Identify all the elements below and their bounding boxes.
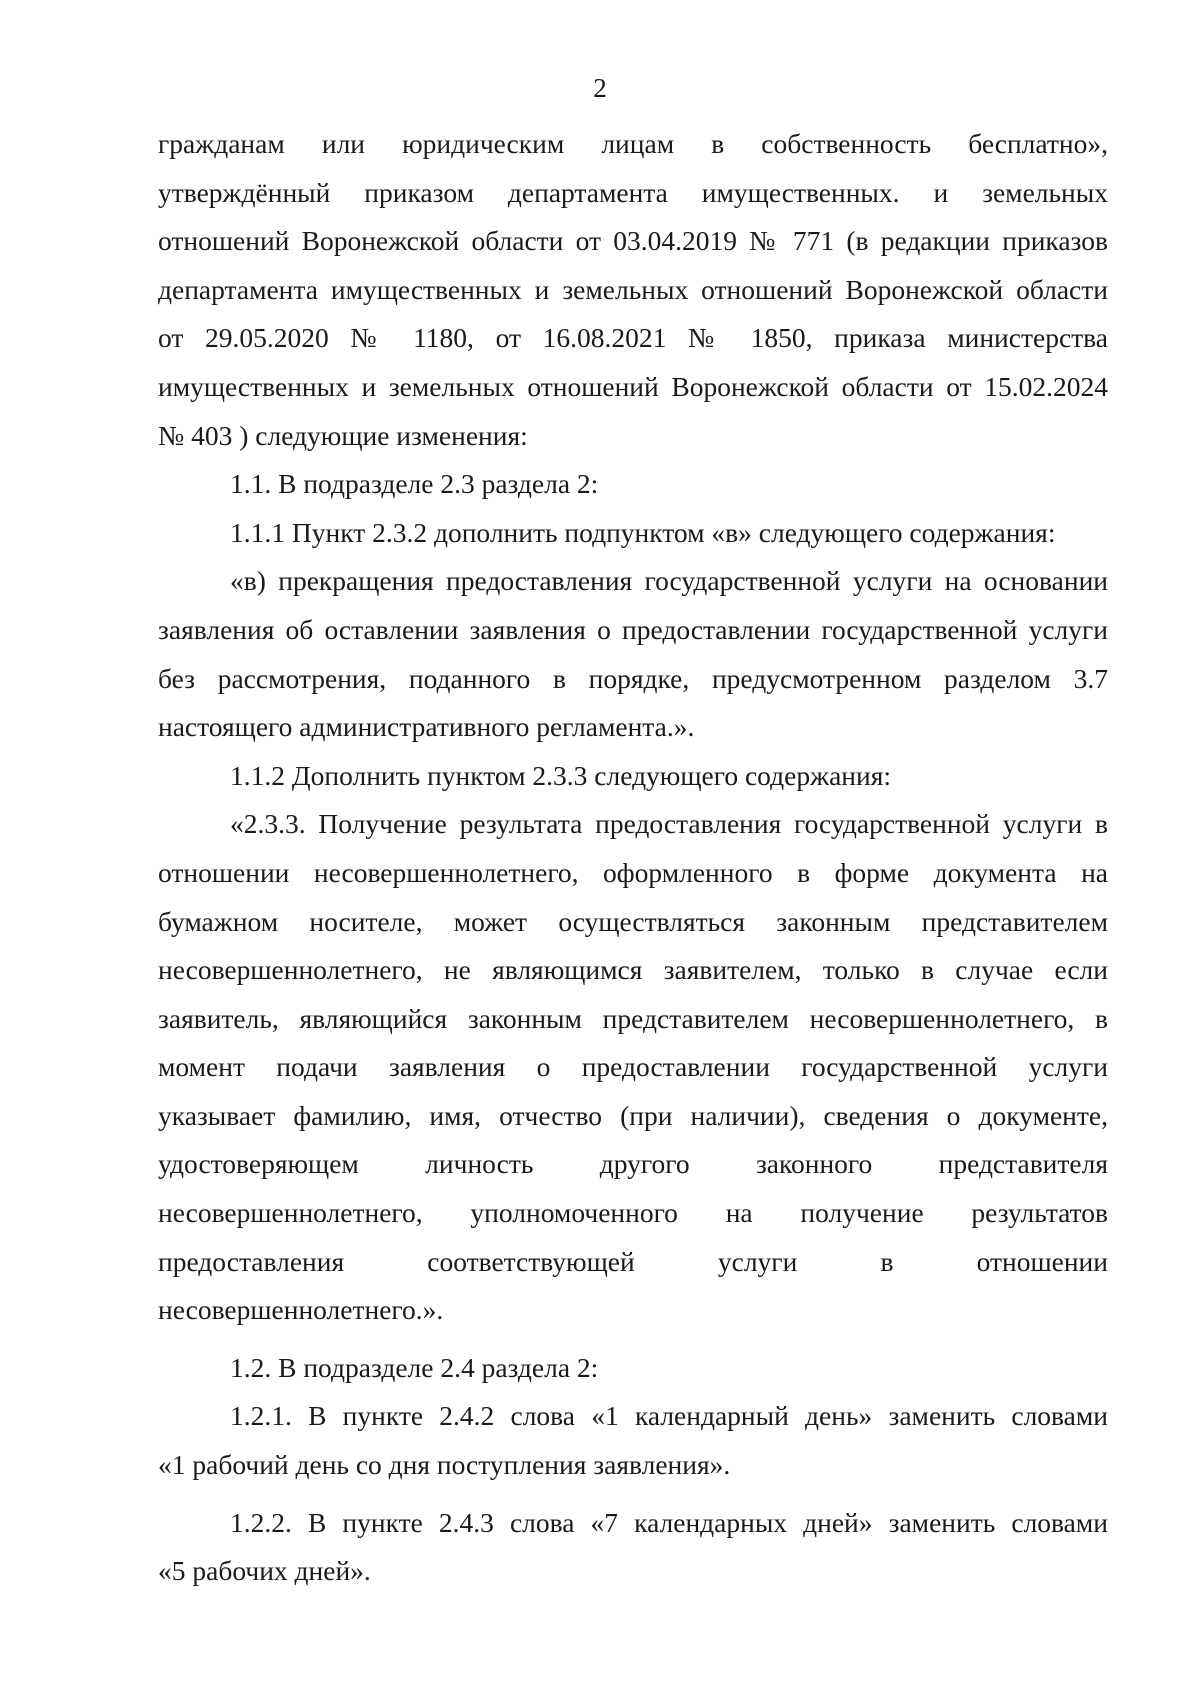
text-line: заявления об оставлении заявления о предоставлении государственной услуги [158, 613, 1108, 645]
intro-paragraph [158, 120, 1108, 460]
text-line: отношений Воронежской области от 03.04.2019 № 771 (в редакции приказов [158, 225, 1108, 257]
text-line: 1.2.2. В пункте 2.4.3 слова «7 календарных дней» заменить словами [230, 1506, 1108, 1538]
text-line: «1 рабочий день со дня поступления заявления». [158, 1449, 731, 1481]
text-line: несовершеннолетнего.». [158, 1294, 444, 1326]
text-line: 1.2. В подразделе 2.4 раздела 2: [230, 1351, 599, 1383]
text-line: момент подачи заявления о предоставлении государственной услуги [158, 1051, 1108, 1083]
text-line: 1.1.2 Дополнить пунктом 2.3.3 следующего содержания: [230, 759, 891, 791]
text-line: бумажном носителе, может осуществляться законным представителем [158, 905, 1108, 937]
text-line: «в) прекращения предоставления государственной услуги на основании [230, 565, 1108, 597]
text-line: несовершеннолетнего, не являющимся заявителем, только в случае если [158, 954, 1108, 986]
text-line: имущественных и земельных отношений Воронежской области от 15.02.2024 [158, 370, 1108, 402]
page-number: 2 [593, 73, 607, 103]
item-1-2-2 [158, 1499, 1108, 1596]
item-1-1-1 [158, 509, 1108, 558]
text-line: настоящего административного регламента.». [158, 711, 695, 743]
text-line: «5 рабочих дней». [158, 1555, 371, 1587]
text-line: 1.1. В подразделе 2.3 раздела 2: [230, 468, 599, 500]
item-1-2-1 [158, 1392, 1108, 1489]
quote-point-2-3-3 [158, 800, 1108, 1335]
item-1-2 [158, 1344, 1108, 1393]
text-line: 1.2.1. В пункте 2.4.2 слова «1 календарный день» заменить словами [230, 1400, 1108, 1432]
text-line: удостоверяющем личность другого законного представителя [158, 1148, 1108, 1180]
text-line: № 403 ) следующие изменения: [158, 419, 528, 451]
paragraph-gap [158, 1335, 1108, 1344]
text-line: от 29.05.2020 № 1180, от 16.08.2021 № 1850, приказа министерства [158, 322, 1108, 354]
item-1-1 [158, 460, 1108, 509]
document-body [158, 120, 1108, 1596]
text-line: департамента имущественных и земельных отношений Воронежской области [158, 273, 1108, 305]
quote-subpoint-v [158, 557, 1108, 751]
text-line: утверждённый приказом департамента имущественных. и земельных [158, 176, 1108, 208]
text-line: без рассмотрения, поданного в порядке, предусмотренном разделом 3.7 [158, 662, 1108, 694]
text-line: несовершеннолетнего, уполномоченного на получение результатов [158, 1197, 1108, 1229]
item-1-1-2 [158, 752, 1108, 801]
text-line: гражданам или юридическим лицам в собственность бесплатно», [158, 128, 1108, 159]
paragraph-gap [158, 1490, 1108, 1499]
text-line: предоставления соответствующей услуги в отношении [158, 1245, 1108, 1277]
text-line: 1.1.1 Пункт 2.3.2 дополнить подпунктом «в» следующего содержания: [230, 516, 1056, 548]
text-line: указывает фамилию, имя, отчество (при наличии), сведения о документе, [158, 1099, 1108, 1131]
text-line: «2.3.3. Получение результата предоставления государственной услуги в [230, 808, 1108, 840]
text-line: отношении несовершеннолетнего, оформленного в форме документа на [158, 856, 1108, 888]
text-line: заявитель, являющийся законным представителем несовершеннолетнего, в [158, 1002, 1108, 1034]
